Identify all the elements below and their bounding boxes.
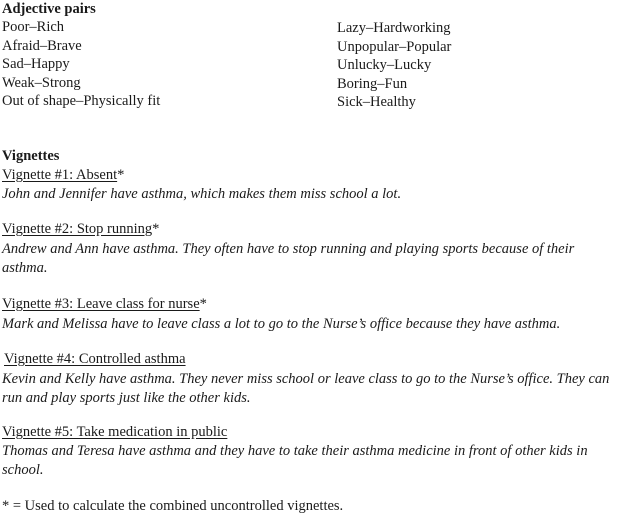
vignette-title-4 [4,350,186,368]
vignette-marker: * [199,296,207,312]
vignette-marker: * [152,221,160,237]
vignettes-heading: Vignettes [2,148,60,164]
adjective-pair: Weak–Strong [2,74,81,91]
vignette-text-2: Andrew and Ann have asthma. They often have to stop running and playing sports because of their asthma. [2,241,575,276]
adjective-pair: Lazy–Hardworking [337,20,451,36]
vignette-text-5: Thomas and Teresa have asthma and they have to take their asthma medicine in front of other kids in school. [2,443,588,478]
adjective-pairs-heading: Adjective pairs [2,1,96,17]
adjective-pair: Unpopular–Popular [337,38,452,55]
adjective-pair: Boring–Fun [337,75,408,92]
vignette-text-4: Kevin and Kelly have asthma. They never miss school or leave class to go to the Nurse’s office. They can run and play sports just like the other kids. [2,371,610,406]
adjective-pair: Out of shape–Physically fit [2,93,161,109]
vignette-title-2 [2,220,159,238]
vignette-title-text: Vignette #1: Absent [2,167,118,183]
adjective-pair: Sad–Happy [2,56,70,72]
adjective-pairs-left-column [2,18,160,111]
footnote: * = Used to calculate the combined uncontrolled vignettes. [2,498,344,514]
adjective-pair: Poor–Rich [2,19,65,35]
vignette-title-1 [2,166,124,184]
vignette-title-5 [2,423,227,441]
vignette-title-text: Vignette #4: Controlled asthma [4,351,186,367]
adjective-pair: Afraid–Brave [2,37,82,54]
vignette-text-3: Mark and Melissa have to leave class a lot to go to the Nurse’s office because they have asthma. [2,316,561,332]
vignette-title-text: Vignette #2: Stop running [2,221,153,237]
adjective-pair: Sick–Healthy [337,94,416,110]
adjective-pairs-right-column [337,19,451,112]
vignette-title-3 [2,295,207,313]
adjective-pair: Unlucky–Lucky [337,57,432,73]
vignette-text-1: John and Jennifer have asthma, which makes them miss school a lot. [2,186,402,202]
vignette-title-text: Vignette #3: Leave class for nurse [2,296,200,312]
vignette-title-text: Vignette #5: Take medication in public [2,424,228,440]
vignette-marker: * [117,167,125,183]
